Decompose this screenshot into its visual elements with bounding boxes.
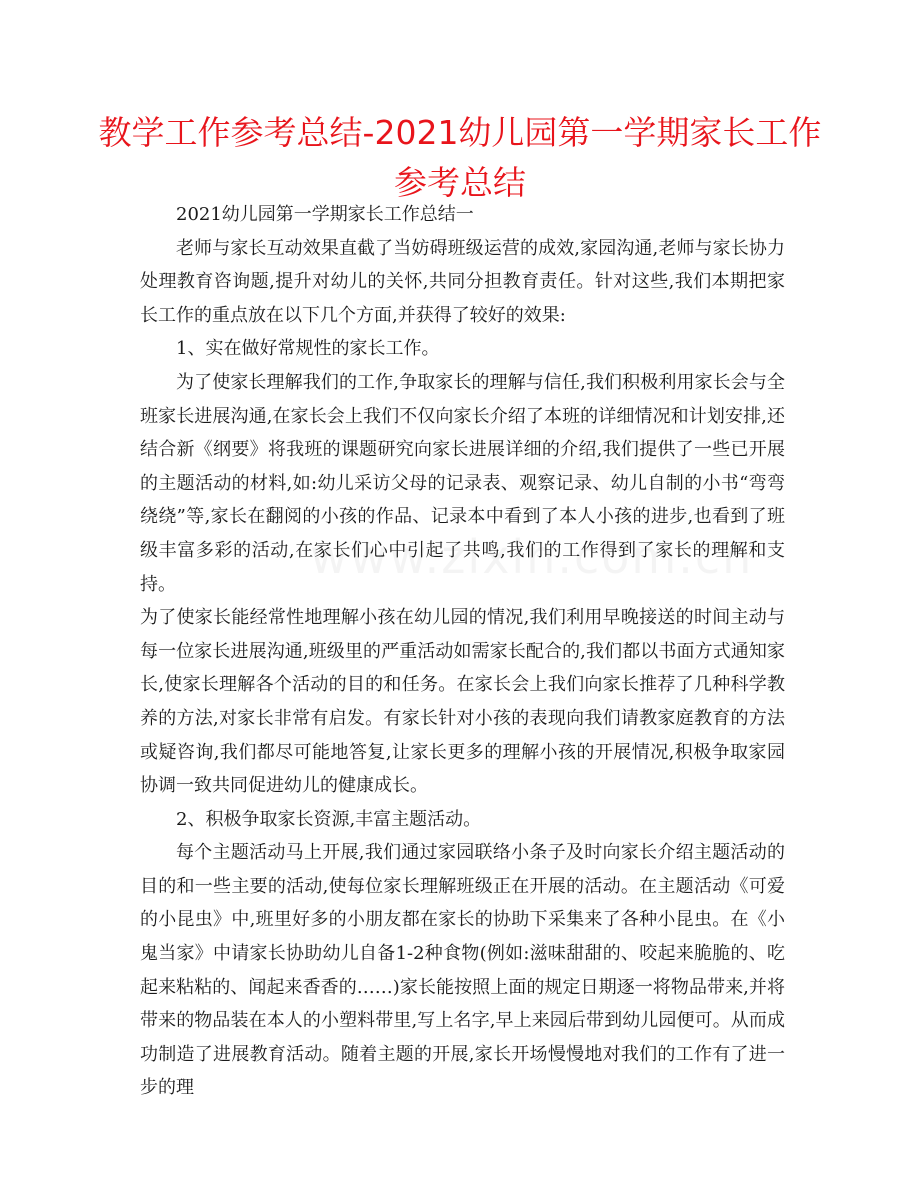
paragraph-heading-1: 1、实在做好常规性的家长工作。 [176, 338, 440, 360]
paragraph-body-3: 每个主题活动马上开展,我们通过家园联络小条子及时向家长介绍主题活动的目的和一些主要的活动,使每位家长理解班级正在开展的活动。在主题活动《可爱的小昆虫》中,班里好多的小朋友都在家长的协助下采集来了各种小昆虫。在《小鬼当家》中请家长协助幼儿自备1-2种食物(例如:滋味甜甜的、咬起来脆脆的、吃起来粘粘的、闻起来香香的……)家长能按照上面的规定日期逐一将物品带来,并将带来的物品装在本人的小塑料带里,写上名字,早上来园后带到幼儿园便可。从而成功制造了进展教育活动。随着主题的开展,家长开场慢慢地对我们的工作有了进一步的理 [140, 842, 785, 1099]
paragraph-body-2: 为了使家长能经常性地理解小孩在幼儿园的情况,我们利用早晚接送的时间主动与每一位家长进展沟通,班级里的严重活动如需家长配合的,我们都以书面方式通知家长,使家长理解各个活动的目的和任务。在家长会上我们向家长推荐了几种科学教养的方法,对家长非常有启发。有家长针对小孩的表现向我们请教家庭教育的方法或疑咨询,我们都尽可能地答复,让家长更多的理解小孩的开展情况,积极争取家园协调一致共同促进幼儿的健康成长。 [140, 607, 785, 797]
paragraph-heading-2: 2、积极争取家长资源,丰富主题活动。 [176, 808, 482, 830]
paragraph-intro: 老师与家长互动效果直截了当妨碍班级运营的成效,家园沟通,老师与家长协力处理教育咨询题,提升对幼儿的关怀,共同分担教育责任。针对这些,我们本期把家长工作的重点放在以下几个方面,并获得了较好的效果: [140, 237, 785, 326]
document-title: 教学工作参考总结-2021幼儿园第一学期家长工作参考总结 [98, 113, 822, 202]
paragraph-body-1: 为了使家长理解我们的工作,争取家长的理解与信任,我们积极利用家长会与全班家长进展沟通,在家长会上我们不仅向家长介绍了本班的详细情况和计划安排,还结合新《纲要》将我班的课题研究向家长进展详细的介绍,我们提供了一些已开展的主题活动的材料,如:幼儿采访父母的记录表、观察记录、幼儿自制的小书“弯弯绕绕”等,家长在翻阅的小孩的作品、记录本中看到了本人小孩的进步,也看到了班级丰富多彩的活动,在家长们心中引起了共鸣,我们的工作得到了家长的理解和支持。 [140, 371, 785, 595]
document-body [140, 198, 785, 1105]
paragraph-subtitle: 2021幼儿园第一学期家长工作总结一 [176, 204, 474, 225]
